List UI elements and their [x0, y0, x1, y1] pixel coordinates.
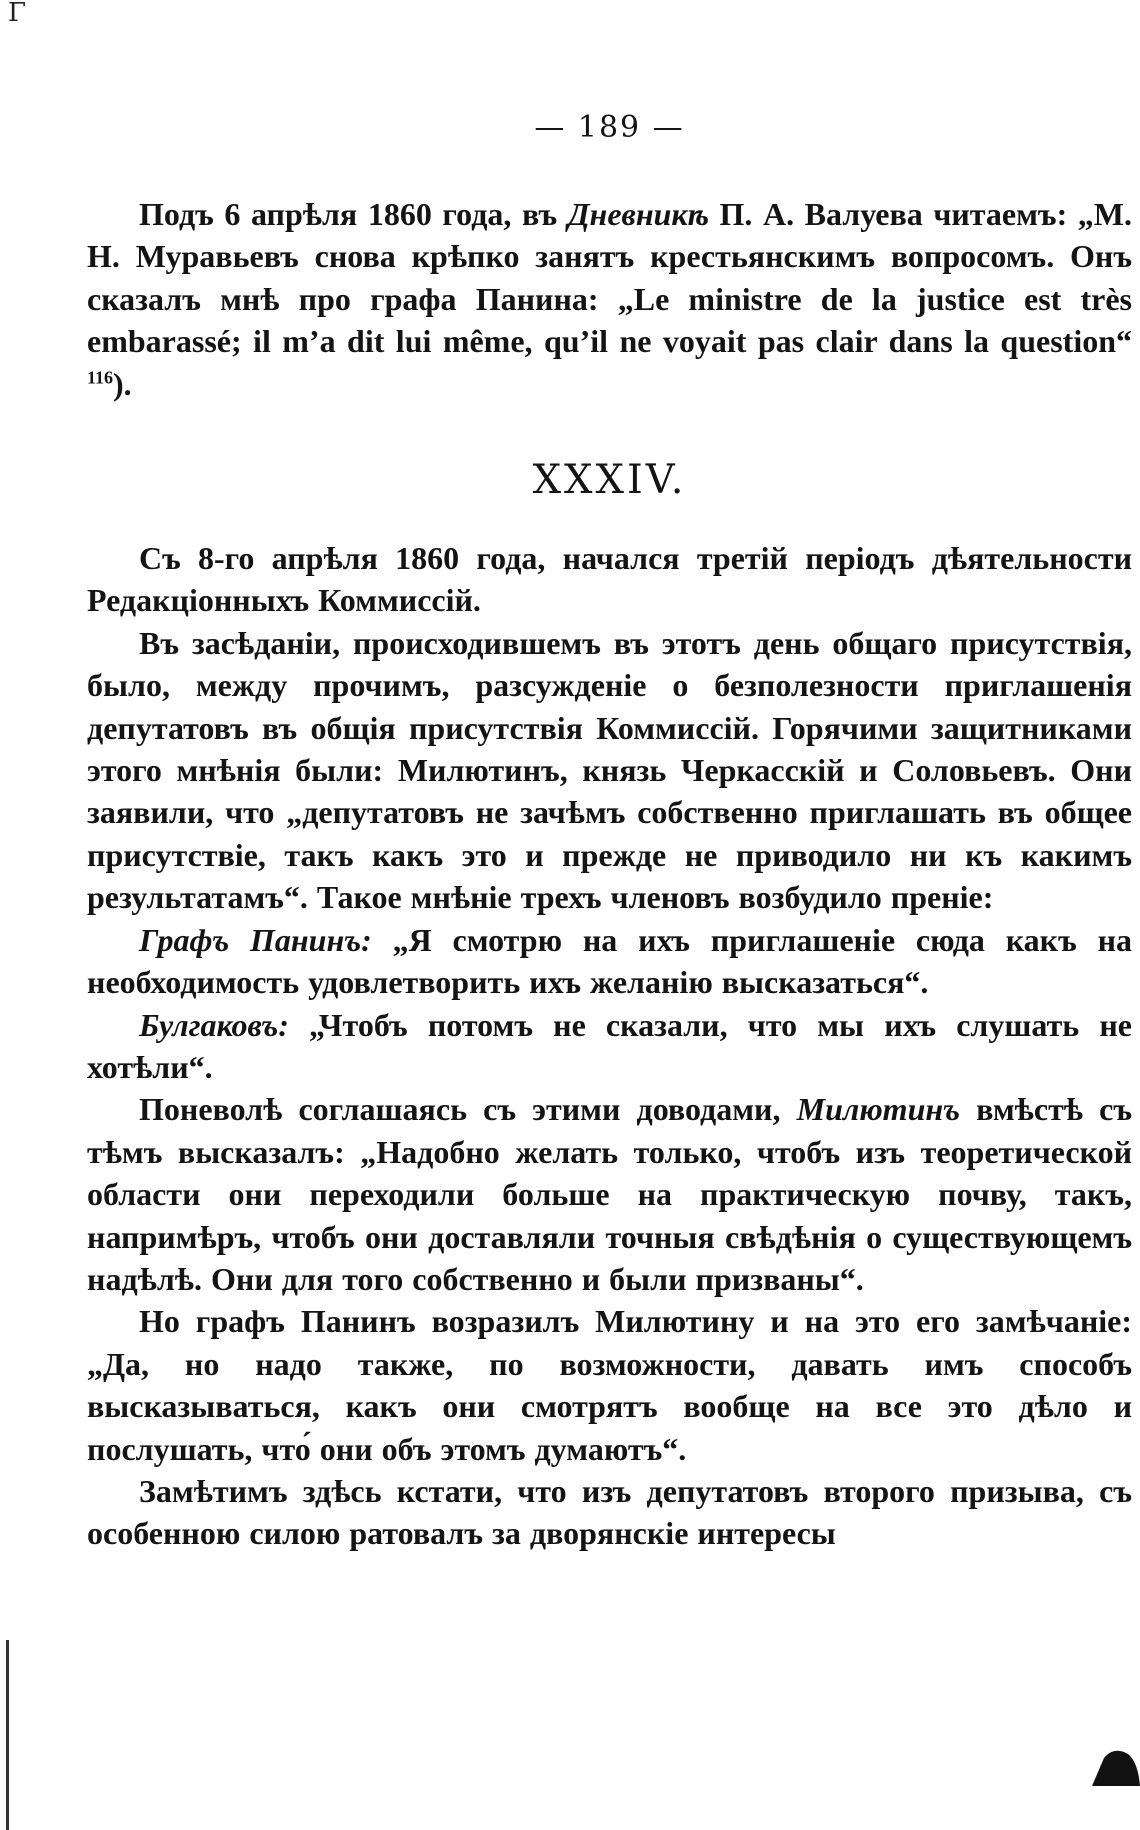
- text-run: вмѣстѣ съ тѣмъ высказалъ: „Надобно желать только, чтобъ изъ теоретической области они переходили больше на практическую почву, такъ, напримѣръ, чтобъ они доставляли точныя свѣдѣнія о существующемъ надѣлѣ. Они для того собственно и были призваны“.: [87, 1091, 1133, 1297]
- paragraph: [87, 537, 1132, 622]
- text-run: Но графъ Панинъ возразилъ Милютину и на это его замѣчаніе: „Да, но надо также, по возможности, давать имъ способъ высказываться, какъ они смотрятъ вообще на все это дѣло и послушать, что́ они объ этомъ думаютъ“.: [87, 1303, 1132, 1467]
- text-run: „Я смотрю на ихъ приглашеніе сюда какъ на необходимость удовлетворить ихъ желанію высказаться“.: [87, 921, 1133, 1001]
- text-run: Въ засѣданіи, происходившемъ въ этотъ день общаго присутствія, было, между прочимъ, разсужденіе о безполезности приглашенія депутатовъ въ общія присутствія Коммиссій. Горячими защитниками этого мнѣнія были: Милютинъ, князь Черкасскій и Соловьевъ. Они заявили, что „депутатовъ не зачѣмъ собственно приглашать въ общее присутствіе, такъ какъ это и прежде не приводило ни къ какимъ результатамъ“. Такое мнѣніе трехъ членовъ возбудило преніе:: [87, 624, 1132, 916]
- text-run: П. А. Валуева читаемъ: „М. Н. Муравьевъ снова крѣпко занятъ крестьянскимъ вопросомъ. Онъ сказалъ мнѣ про графа Панина: „Le ministre de la justice est très embarassé; il m’a dit lui même, qu’il ne voyait pas clair dans la question“: [87, 196, 1133, 360]
- footnote-ref: 116: [87, 366, 114, 387]
- text-run: „Чтобъ потомъ не сказали, что мы ихъ слушать не хотѣли“.: [87, 1006, 1132, 1085]
- italic-text: Дневникѣ: [567, 196, 709, 232]
- text-block: [87, 110, 1132, 1555]
- text-run: Замѣтимъ здѣсь кстати, что изъ депутатовъ второго призыва, съ особенною силою ратовалъ за дворянскіе интересы: [87, 1472, 1132, 1552]
- ink-blot-mark: [1090, 1748, 1140, 1788]
- scan-edge-line: [6, 1640, 9, 1830]
- text-run: ).: [113, 365, 132, 402]
- paragraph: [87, 1088, 1132, 1300]
- paragraphs-after: [87, 537, 1132, 1555]
- text-run: Съ 8-го апрѣля 1860 года, начался третій періодъ дѣятельности Редакціонныхъ Коммиссій.: [87, 540, 1132, 619]
- paragraphs-before: [87, 193, 1132, 405]
- paragraph: [87, 1300, 1132, 1470]
- paragraph: [87, 1004, 1132, 1089]
- italic-text: Графъ Панинъ:: [139, 921, 372, 958]
- section-heading: XXXIV.: [532, 457, 687, 504]
- text-run: Подъ 6 апрѣля 1860 года, въ: [139, 196, 568, 232]
- paragraph: [87, 193, 1132, 405]
- page-number: — 189 —: [534, 110, 685, 145]
- paragraph: [87, 919, 1132, 1004]
- paragraph: [87, 622, 1132, 919]
- scan-corner-mark: Γ: [8, 0, 27, 28]
- italic-text: Милютинъ: [796, 1091, 960, 1128]
- italic-text: Булгаковъ:: [139, 1006, 289, 1043]
- paragraph: [87, 1470, 1132, 1555]
- text-run: Поневолѣ соглашаясь съ этими доводами,: [139, 1091, 797, 1128]
